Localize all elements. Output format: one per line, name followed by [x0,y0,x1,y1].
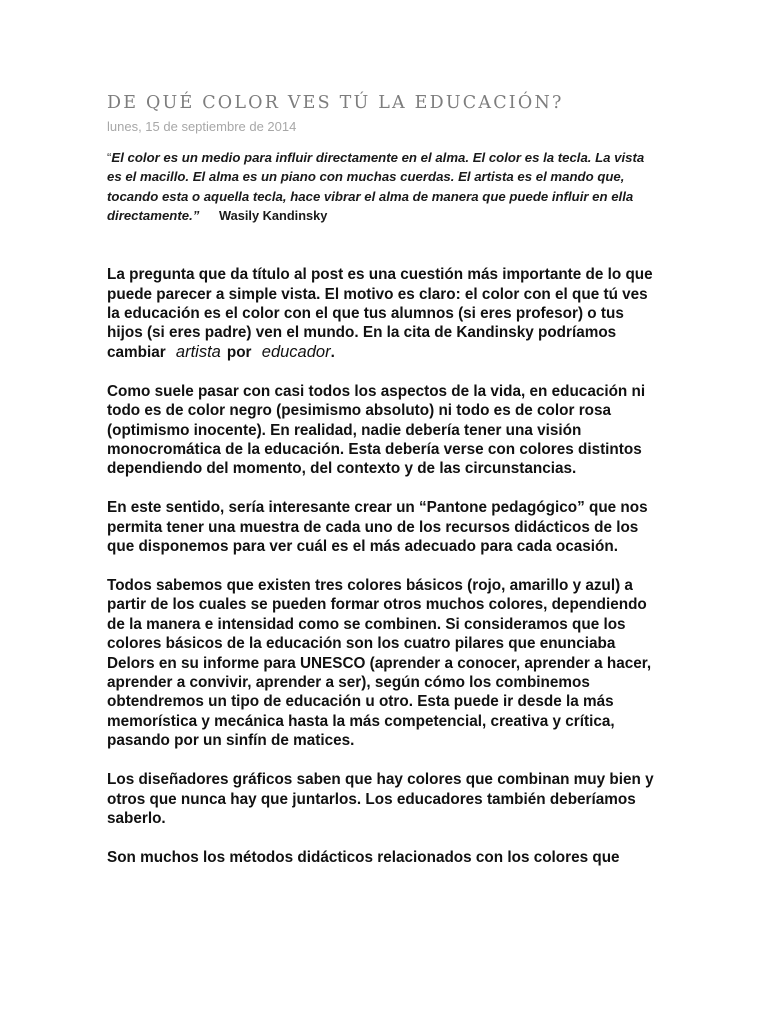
post-title: DE QUÉ COLOR VES TÚ LA EDUCACIÓN? [107,93,564,113]
blog-post [107,91,663,887]
emphasis-word-artista: artista [175,342,221,361]
quote-text: El color es un medio para influir directamente en el alma. El color es la tecla. La vista es el macillo. El alma es un piano con muchas cuerdas. El artista es el mando que, tocando esta o aquella tecla, hace vibrar el alma de manera que puede influir en ella directamente.” [107,150,645,223]
paragraph-5: Los diseñadores gráficos saben que hay colores que combinan muy bien y otros que nunca hay que juntarlos. Los educadores también deberíamos saberlo. [107,771,654,827]
emphasis-word-educador: educador [261,342,331,361]
paragraph-6: Son muchos los métodos didácticos relacionados con los colores que [107,848,620,866]
paragraph-1 [107,265,663,362]
quote-open-mark: “ [107,150,112,165]
epigraph-quote [107,148,653,225]
post-date: lunes, 15 de septiembre de 2014 [107,119,297,134]
paragraph-1-end: . [330,343,335,361]
paragraph-2: Como suele pasar con casi todos los aspectos de la vida, en educación ni todo es de color negro (pesimismo absoluto) ni todo es de color rosa (optimismo inocente). En realidad, nadie debería tener una visión monocromática de la educación. Esta debería verse con colores distintos dependiendo del momento, del contexto y de las circunstancias. [107,382,646,478]
quote-author: Wasily Kandinsky [219,207,328,223]
connector-word: por [226,343,252,361]
post-body [107,265,663,867]
paragraph-1-text: La pregunta que da título al post es una cuestión más importante de lo que puede parecer a simple vista. El motivo es claro: el color con el que tú ves la educación es el color con el que tus alumnos (si eres profesor) o tus hijos (si eres padre) ven el mundo. En la cita de Kandinsky podríamos cambiar [107,266,653,361]
paragraph-4: Todos sabemos que existen tres colores básicos (rojo, amarillo y azul) a partir de los cuales se pueden formar otros muchos colores, dependiendo de la manera e intensidad como se combinen. Si consideramos que los colores básicos de la educación son los cuatro pilares que enunciaba Delors en su informe para UNESCO (aprender a conocer, aprender a hacer, aprender a convivir, aprender a ser), según cómo los combinemos obtendremos un tipo de educación u otro. Esta puede ir desde la más memorística y mecánica hasta la más competencial, creativa y crítica, pasando por un sinfín de matices. [107,576,652,750]
paragraph-3: En este sentido, sería interesante crear un “Pantone pedagógico” que nos permita tener una muestra de cada uno de los recursos didácticos de los que disponemos para ver cuál es el más adecuado para cada ocasión. [107,499,648,556]
